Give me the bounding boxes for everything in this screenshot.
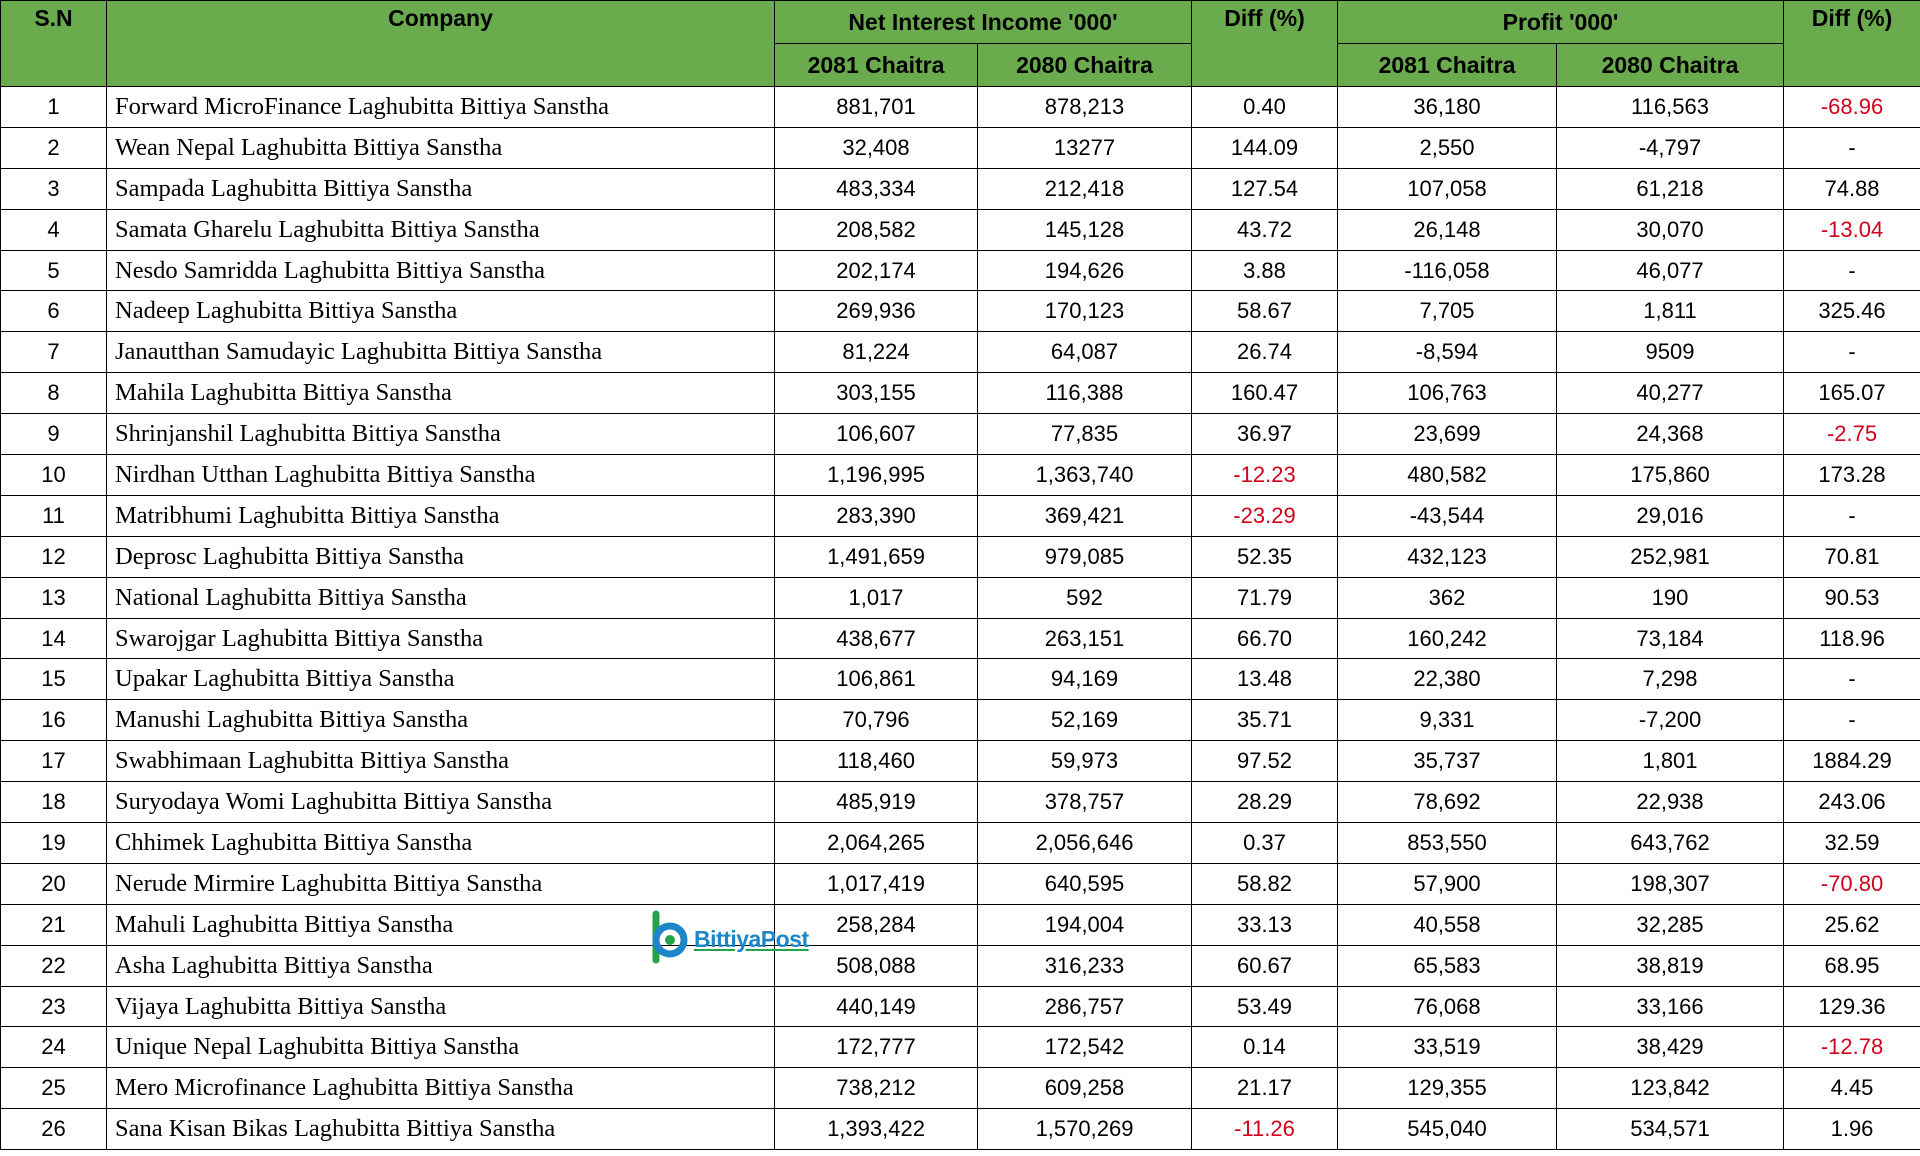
sn-cell: 21	[1, 904, 107, 945]
profit-2080-cell: 30,070	[1557, 209, 1784, 250]
profit-diff-cell: -12.78	[1784, 1027, 1920, 1068]
nii-2081-cell: 303,155	[775, 373, 978, 414]
company-cell: Matribhumi Laghubitta Bittiya Sanstha	[107, 495, 775, 536]
table-row	[1, 332, 1920, 373]
company-cell: Mahila Laghubitta Bittiya Sanstha	[107, 373, 775, 414]
nii-2080-cell: 979,085	[978, 536, 1192, 577]
nii-diff-cell: 3.88	[1192, 250, 1338, 291]
profit-2081-cell: 106,763	[1338, 373, 1557, 414]
sn-cell: 19	[1, 823, 107, 864]
nii-diff-cell: 21.17	[1192, 1068, 1338, 1109]
nii-2081-cell: 1,017	[775, 577, 978, 618]
nii-2080-cell: 378,757	[978, 782, 1192, 823]
profit-2081-cell: -8,594	[1338, 332, 1557, 373]
profit-diff-cell: 243.06	[1784, 782, 1920, 823]
sn-cell: 12	[1, 536, 107, 577]
nii-2080-cell: 640,595	[978, 863, 1192, 904]
profit-diff-cell: 25.62	[1784, 904, 1920, 945]
sn-cell: 5	[1, 250, 107, 291]
profit-diff-cell: -	[1784, 127, 1920, 168]
table-row	[1, 659, 1920, 700]
header-sn: S.N	[1, 1, 107, 87]
company-cell: Chhimek Laghubitta Bittiya Sanstha	[107, 823, 775, 864]
profit-2081-cell: -116,058	[1338, 250, 1557, 291]
company-cell: Asha Laghubitta Bittiya Sanstha	[107, 945, 775, 986]
nii-2080-cell: 316,233	[978, 945, 1192, 986]
profit-2080-cell: 198,307	[1557, 863, 1784, 904]
company-cell: Forward MicroFinance Laghubitta Bittiya Sanstha	[107, 87, 775, 128]
header-profit-diff: Diff (%)	[1784, 1, 1920, 87]
header-nii-diff: Diff (%)	[1192, 1, 1338, 87]
table-row	[1, 823, 1920, 864]
sn-cell: 25	[1, 1068, 107, 1109]
nii-diff-cell: 43.72	[1192, 209, 1338, 250]
company-cell: Upakar Laghubitta Bittiya Sanstha	[107, 659, 775, 700]
company-cell: Swarojgar Laghubitta Bittiya Sanstha	[107, 618, 775, 659]
profit-2081-cell: 7,705	[1338, 291, 1557, 332]
header-profit-2081: 2081 Chaitra	[1338, 44, 1557, 87]
profit-2081-cell: 2,550	[1338, 127, 1557, 168]
nii-2080-cell: 13277	[978, 127, 1192, 168]
company-cell: Nerude Mirmire Laghubitta Bittiya Sanstha	[107, 863, 775, 904]
table-row	[1, 863, 1920, 904]
table-row	[1, 700, 1920, 741]
profit-2081-cell: 65,583	[1338, 945, 1557, 986]
nii-2081-cell: 2,064,265	[775, 823, 978, 864]
nii-2080-cell: 52,169	[978, 700, 1192, 741]
nii-2081-cell: 269,936	[775, 291, 978, 332]
table-header	[1, 1, 1920, 87]
profit-2081-cell: 480,582	[1338, 455, 1557, 496]
nii-2080-cell: 194,626	[978, 250, 1192, 291]
nii-2080-cell: 2,056,646	[978, 823, 1192, 864]
nii-diff-cell: 71.79	[1192, 577, 1338, 618]
table-body	[1, 87, 1920, 1150]
profit-2081-cell: 160,242	[1338, 618, 1557, 659]
header-profit: Profit '000'	[1338, 1, 1784, 44]
company-cell: Sana Kisan Bikas Laghubitta Bittiya Sanstha	[107, 1109, 775, 1150]
company-cell: Nesdo Samridda Laghubitta Bittiya Sanstha	[107, 250, 775, 291]
nii-2080-cell: 1,363,740	[978, 455, 1192, 496]
profit-diff-cell: -	[1784, 659, 1920, 700]
profit-diff-cell: 165.07	[1784, 373, 1920, 414]
nii-diff-cell: 33.13	[1192, 904, 1338, 945]
sn-cell: 20	[1, 863, 107, 904]
table-row	[1, 291, 1920, 332]
sn-cell: 13	[1, 577, 107, 618]
table-row	[1, 536, 1920, 577]
header-nii-2081: 2081 Chaitra	[775, 44, 978, 87]
profit-2080-cell: 1,801	[1557, 741, 1784, 782]
profit-diff-cell: 4.45	[1784, 1068, 1920, 1109]
table-row	[1, 741, 1920, 782]
profit-2080-cell: 46,077	[1557, 250, 1784, 291]
nii-2081-cell: 1,196,995	[775, 455, 978, 496]
nii-2081-cell: 508,088	[775, 945, 978, 986]
company-cell: Mero Microfinance Laghubitta Bittiya Sanstha	[107, 1068, 775, 1109]
nii-2081-cell: 202,174	[775, 250, 978, 291]
nii-diff-cell: -11.26	[1192, 1109, 1338, 1150]
nii-diff-cell: 58.82	[1192, 863, 1338, 904]
company-cell: National Laghubitta Bittiya Sanstha	[107, 577, 775, 618]
profit-2080-cell: -7,200	[1557, 700, 1784, 741]
company-cell: Swabhimaan Laghubitta Bittiya Sanstha	[107, 741, 775, 782]
profit-diff-cell: 1884.29	[1784, 741, 1920, 782]
nii-diff-cell: 144.09	[1192, 127, 1338, 168]
profit-2081-cell: 9,331	[1338, 700, 1557, 741]
profit-2080-cell: 1,811	[1557, 291, 1784, 332]
profit-diff-cell: -68.96	[1784, 87, 1920, 128]
profit-diff-cell: -13.04	[1784, 209, 1920, 250]
profit-2081-cell: -43,544	[1338, 495, 1557, 536]
nii-2080-cell: 286,757	[978, 986, 1192, 1027]
sn-cell: 23	[1, 986, 107, 1027]
profit-diff-cell: 90.53	[1784, 577, 1920, 618]
nii-diff-cell: 0.14	[1192, 1027, 1338, 1068]
profit-2080-cell: 73,184	[1557, 618, 1784, 659]
nii-diff-cell: 26.74	[1192, 332, 1338, 373]
nii-2080-cell: 170,123	[978, 291, 1192, 332]
table-row	[1, 414, 1920, 455]
table-row	[1, 209, 1920, 250]
company-cell: Wean Nepal Laghubitta Bittiya Sanstha	[107, 127, 775, 168]
nii-2081-cell: 32,408	[775, 127, 978, 168]
profit-diff-cell: -	[1784, 700, 1920, 741]
company-cell: Vijaya Laghubitta Bittiya Sanstha	[107, 986, 775, 1027]
profit-diff-cell: -2.75	[1784, 414, 1920, 455]
nii-diff-cell: 60.67	[1192, 945, 1338, 986]
company-cell: Manushi Laghubitta Bittiya Sanstha	[107, 700, 775, 741]
nii-2080-cell: 59,973	[978, 741, 1192, 782]
sn-cell: 22	[1, 945, 107, 986]
sn-cell: 16	[1, 700, 107, 741]
nii-2081-cell: 106,861	[775, 659, 978, 700]
company-cell: Samata Gharelu Laghubitta Bittiya Sanstha	[107, 209, 775, 250]
nii-2081-cell: 172,777	[775, 1027, 978, 1068]
nii-2081-cell: 258,284	[775, 904, 978, 945]
company-cell: Mahuli Laghubitta Bittiya Sanstha	[107, 904, 775, 945]
nii-2081-cell: 485,919	[775, 782, 978, 823]
nii-2080-cell: 172,542	[978, 1027, 1192, 1068]
profit-2080-cell: 9509	[1557, 332, 1784, 373]
sn-cell: 10	[1, 455, 107, 496]
nii-2081-cell: 1,491,659	[775, 536, 978, 577]
profit-2080-cell: 175,860	[1557, 455, 1784, 496]
nii-2081-cell: 81,224	[775, 332, 978, 373]
nii-2081-cell: 118,460	[775, 741, 978, 782]
nii-2081-cell: 106,607	[775, 414, 978, 455]
nii-diff-cell: 13.48	[1192, 659, 1338, 700]
company-cell: Nirdhan Utthan Laghubitta Bittiya Sanstha	[107, 455, 775, 496]
profit-diff-cell: -	[1784, 332, 1920, 373]
sn-cell: 7	[1, 332, 107, 373]
profit-2081-cell: 22,380	[1338, 659, 1557, 700]
profit-2081-cell: 35,737	[1338, 741, 1557, 782]
nii-diff-cell: 0.40	[1192, 87, 1338, 128]
sn-cell: 17	[1, 741, 107, 782]
nii-diff-cell: -23.29	[1192, 495, 1338, 536]
company-cell: Shrinjanshil Laghubitta Bittiya Sanstha	[107, 414, 775, 455]
header-net-interest-income: Net Interest Income '000'	[775, 1, 1192, 44]
header-company: Company	[107, 1, 775, 87]
profit-diff-cell: 68.95	[1784, 945, 1920, 986]
profit-2080-cell: 643,762	[1557, 823, 1784, 864]
nii-diff-cell: 58.67	[1192, 291, 1338, 332]
sn-cell: 6	[1, 291, 107, 332]
sn-cell: 3	[1, 168, 107, 209]
table-row	[1, 373, 1920, 414]
nii-2081-cell: 208,582	[775, 209, 978, 250]
company-cell: Unique Nepal Laghubitta Bittiya Sanstha	[107, 1027, 775, 1068]
profit-diff-cell: -70.80	[1784, 863, 1920, 904]
nii-diff-cell: -12.23	[1192, 455, 1338, 496]
nii-2081-cell: 881,701	[775, 87, 978, 128]
company-cell: Sampada Laghubitta Bittiya Sanstha	[107, 168, 775, 209]
profit-diff-cell: 32.59	[1784, 823, 1920, 864]
header-nii-2080: 2080 Chaitra	[978, 44, 1192, 87]
sn-cell: 8	[1, 373, 107, 414]
profit-2081-cell: 853,550	[1338, 823, 1557, 864]
profit-2080-cell: 116,563	[1557, 87, 1784, 128]
table-row	[1, 618, 1920, 659]
profit-2080-cell: 40,277	[1557, 373, 1784, 414]
company-cell: Janautthan Samudayic Laghubitta Bittiya Sanstha	[107, 332, 775, 373]
table-row	[1, 168, 1920, 209]
table-row	[1, 495, 1920, 536]
table-row	[1, 904, 1920, 945]
table-row	[1, 782, 1920, 823]
profit-2081-cell: 545,040	[1338, 1109, 1557, 1150]
table-row	[1, 1068, 1920, 1109]
table-row	[1, 455, 1920, 496]
profit-2081-cell: 362	[1338, 577, 1557, 618]
nii-2081-cell: 440,149	[775, 986, 978, 1027]
nii-2080-cell: 94,169	[978, 659, 1192, 700]
sn-cell: 4	[1, 209, 107, 250]
profit-diff-cell: 325.46	[1784, 291, 1920, 332]
sn-cell: 2	[1, 127, 107, 168]
profit-2080-cell: 24,368	[1557, 414, 1784, 455]
profit-diff-cell: 74.88	[1784, 168, 1920, 209]
profit-diff-cell: 173.28	[1784, 455, 1920, 496]
profit-2080-cell: 123,842	[1557, 1068, 1784, 1109]
nii-diff-cell: 52.35	[1192, 536, 1338, 577]
header-profit-2080: 2080 Chaitra	[1557, 44, 1784, 87]
profit-diff-cell: 1.96	[1784, 1109, 1920, 1150]
sn-cell: 24	[1, 1027, 107, 1068]
nii-2080-cell: 64,087	[978, 332, 1192, 373]
profit-2081-cell: 23,699	[1338, 414, 1557, 455]
nii-2080-cell: 609,258	[978, 1068, 1192, 1109]
profit-2080-cell: 32,285	[1557, 904, 1784, 945]
profit-2080-cell: -4,797	[1557, 127, 1784, 168]
profit-2080-cell: 29,016	[1557, 495, 1784, 536]
profit-2080-cell: 534,571	[1557, 1109, 1784, 1150]
profit-diff-cell: 70.81	[1784, 536, 1920, 577]
nii-diff-cell: 35.71	[1192, 700, 1338, 741]
nii-diff-cell: 53.49	[1192, 986, 1338, 1027]
profit-2080-cell: 22,938	[1557, 782, 1784, 823]
nii-2081-cell: 738,212	[775, 1068, 978, 1109]
profit-diff-cell: 118.96	[1784, 618, 1920, 659]
profit-2081-cell: 107,058	[1338, 168, 1557, 209]
profit-2081-cell: 76,068	[1338, 986, 1557, 1027]
sn-cell: 26	[1, 1109, 107, 1150]
nii-2081-cell: 1,017,419	[775, 863, 978, 904]
nii-2080-cell: 592	[978, 577, 1192, 618]
profit-2081-cell: 36,180	[1338, 87, 1557, 128]
nii-diff-cell: 160.47	[1192, 373, 1338, 414]
nii-diff-cell: 66.70	[1192, 618, 1338, 659]
profit-2081-cell: 432,123	[1338, 536, 1557, 577]
nii-2081-cell: 438,677	[775, 618, 978, 659]
table-row	[1, 127, 1920, 168]
profit-2080-cell: 61,218	[1557, 168, 1784, 209]
nii-diff-cell: 0.37	[1192, 823, 1338, 864]
profit-2081-cell: 129,355	[1338, 1068, 1557, 1109]
table-row	[1, 986, 1920, 1027]
nii-2080-cell: 194,004	[978, 904, 1192, 945]
nii-diff-cell: 36.97	[1192, 414, 1338, 455]
sn-cell: 9	[1, 414, 107, 455]
sn-cell: 14	[1, 618, 107, 659]
company-cell: Nadeep Laghubitta Bittiya Sanstha	[107, 291, 775, 332]
nii-2080-cell: 263,151	[978, 618, 1192, 659]
profit-2081-cell: 40,558	[1338, 904, 1557, 945]
profit-diff-cell: -	[1784, 250, 1920, 291]
nii-2080-cell: 77,835	[978, 414, 1192, 455]
profit-2080-cell: 33,166	[1557, 986, 1784, 1027]
nii-2081-cell: 1,393,422	[775, 1109, 978, 1150]
nii-2080-cell: 212,418	[978, 168, 1192, 209]
profit-2081-cell: 57,900	[1338, 863, 1557, 904]
nii-diff-cell: 28.29	[1192, 782, 1338, 823]
sn-cell: 1	[1, 87, 107, 128]
profit-2081-cell: 26,148	[1338, 209, 1557, 250]
sn-cell: 15	[1, 659, 107, 700]
profit-2080-cell: 190	[1557, 577, 1784, 618]
nii-diff-cell: 97.52	[1192, 741, 1338, 782]
watermark-text: BittiyaPost	[694, 925, 809, 952]
profit-2080-cell: 7,298	[1557, 659, 1784, 700]
company-cell: Deprosc Laghubitta Bittiya Sanstha	[107, 536, 775, 577]
nii-2081-cell: 283,390	[775, 495, 978, 536]
table-row	[1, 87, 1920, 128]
nii-2081-cell: 483,334	[775, 168, 978, 209]
nii-2080-cell: 878,213	[978, 87, 1192, 128]
profit-2080-cell: 252,981	[1557, 536, 1784, 577]
sn-cell: 18	[1, 782, 107, 823]
nii-2080-cell: 116,388	[978, 373, 1192, 414]
table-row	[1, 250, 1920, 291]
profit-2081-cell: 33,519	[1338, 1027, 1557, 1068]
profit-diff-cell: 129.36	[1784, 986, 1920, 1027]
profit-2080-cell: 38,429	[1557, 1027, 1784, 1068]
profit-diff-cell: -	[1784, 495, 1920, 536]
nii-2080-cell: 145,128	[978, 209, 1192, 250]
company-cell: Suryodaya Womi Laghubitta Bittiya Sanstha	[107, 782, 775, 823]
table-row	[1, 577, 1920, 618]
nii-diff-cell: 127.54	[1192, 168, 1338, 209]
nii-2081-cell: 70,796	[775, 700, 978, 741]
profit-2080-cell: 38,819	[1557, 945, 1784, 986]
profit-2081-cell: 78,692	[1338, 782, 1557, 823]
table-row	[1, 1027, 1920, 1068]
table-row	[1, 1109, 1920, 1150]
sn-cell: 11	[1, 495, 107, 536]
nii-2080-cell: 369,421	[978, 495, 1192, 536]
table-row	[1, 945, 1920, 986]
nii-2080-cell: 1,570,269	[978, 1109, 1192, 1150]
